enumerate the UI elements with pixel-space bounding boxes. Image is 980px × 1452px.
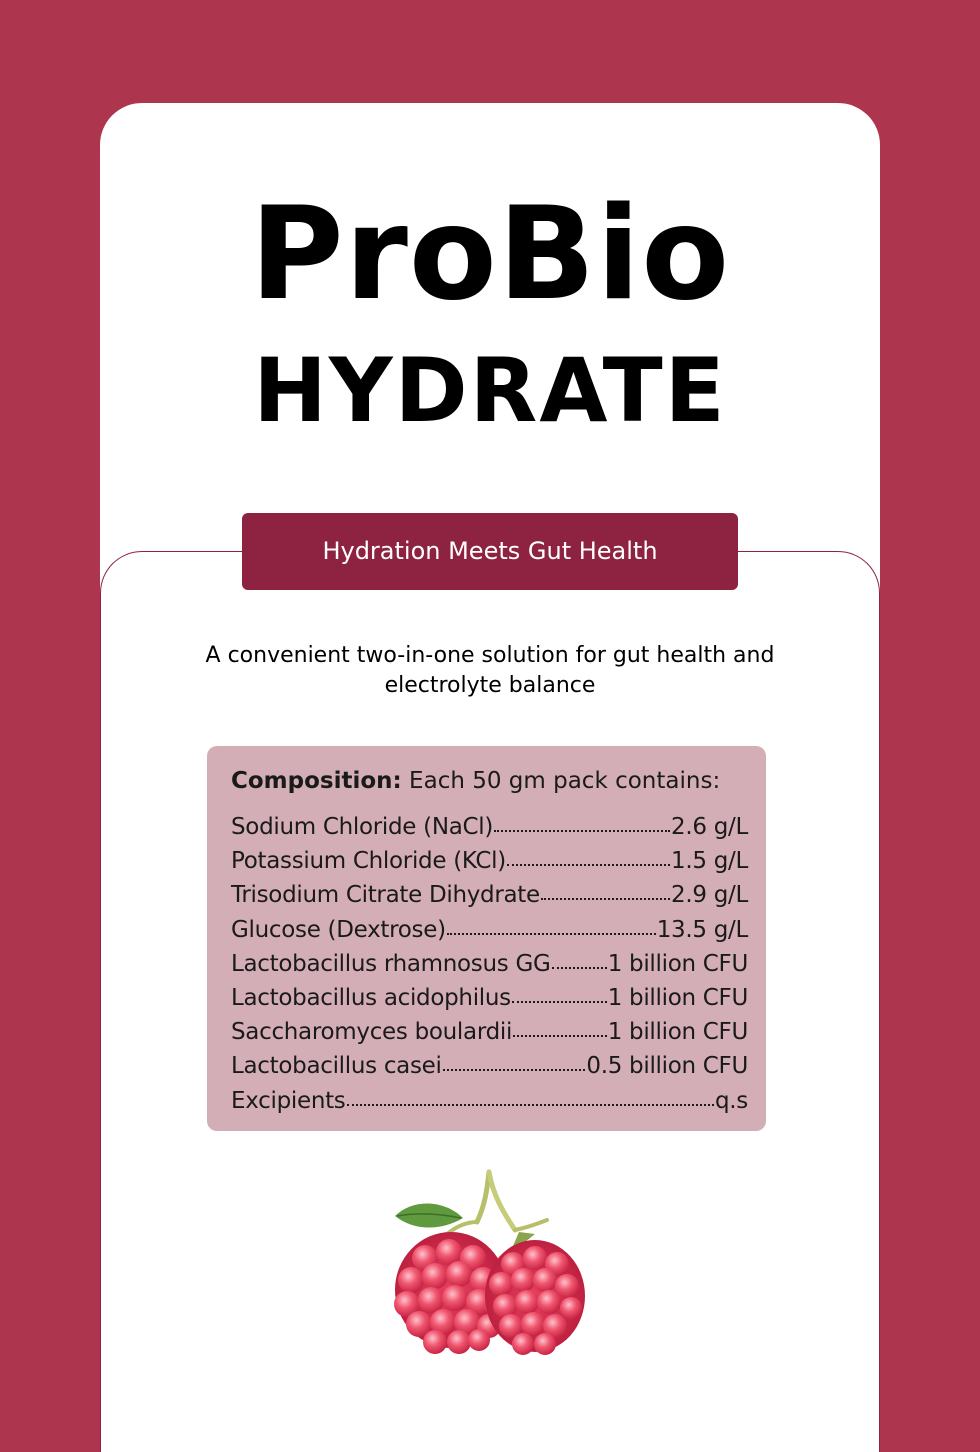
ingredient-amount: 13.5 g/L bbox=[656, 916, 748, 943]
brand-subtitle: HYDRATE bbox=[253, 339, 727, 442]
ingredient-amount: 2.9 g/L bbox=[671, 882, 748, 909]
composition-item bbox=[231, 878, 748, 912]
composition-item bbox=[231, 981, 748, 1015]
ingredient-amount: 1 billion CFU bbox=[607, 1019, 748, 1046]
dot-leader bbox=[512, 982, 607, 1005]
brand-title: ProBio bbox=[249, 180, 731, 329]
composition-item bbox=[231, 913, 748, 947]
ingredient-amount: 2.6 g/L bbox=[671, 814, 748, 840]
composition-item bbox=[231, 1049, 748, 1083]
ingredient-amount: 1.5 g/L bbox=[671, 848, 748, 875]
ingredient-name: Lactobacillus casei bbox=[231, 1053, 442, 1080]
composition-heading bbox=[231, 766, 748, 796]
ingredient-amount: q.s bbox=[715, 1087, 748, 1114]
dot-leader bbox=[541, 879, 670, 902]
composition-item bbox=[231, 1084, 748, 1118]
composition-panel bbox=[207, 746, 766, 1131]
ingredient-amount: 0.5 billion CFU bbox=[586, 1053, 748, 1080]
ingredient-name: Saccharomyces boulardii bbox=[231, 1019, 513, 1046]
dot-leader bbox=[443, 1050, 586, 1073]
tagline-banner: Hydration Meets Gut Health bbox=[242, 513, 738, 590]
dot-leader bbox=[347, 1085, 715, 1108]
ingredient-name: Lactobacillus acidophilus bbox=[231, 985, 511, 1012]
ingredient-name: Potassium Chloride (KCl) bbox=[231, 848, 506, 875]
ingredient-name: Glucose (Dextrose) bbox=[231, 916, 446, 943]
ingredient-name: Excipients bbox=[231, 1087, 346, 1114]
dot-leader bbox=[507, 845, 670, 868]
ingredient-name: Lactobacillus rhamnosus GG bbox=[231, 950, 551, 977]
ingredient-amount: 1 billion CFU bbox=[607, 950, 748, 977]
dot-leader bbox=[494, 811, 670, 834]
dot-leader bbox=[513, 1016, 607, 1039]
product-description: A convenient two-in-one solution for gut health and electrolyte balance bbox=[205, 643, 775, 698]
ingredient-amount: 1 billion CFU bbox=[607, 985, 748, 1012]
ingredient-name: Sodium Chloride (NaCl) bbox=[231, 814, 494, 840]
composition-intro: Each 50 gm pack contains: bbox=[401, 768, 721, 794]
composition-item bbox=[231, 844, 748, 878]
dot-leader bbox=[552, 948, 607, 971]
raspberry-icon bbox=[385, 1160, 595, 1360]
composition-label: Composition: bbox=[231, 768, 402, 794]
composition-item bbox=[231, 810, 748, 844]
composition-item bbox=[231, 1015, 748, 1049]
composition-item bbox=[231, 947, 748, 981]
ingredient-name: Trisodium Citrate Dihydrate bbox=[231, 882, 540, 909]
dot-leader bbox=[447, 914, 656, 937]
